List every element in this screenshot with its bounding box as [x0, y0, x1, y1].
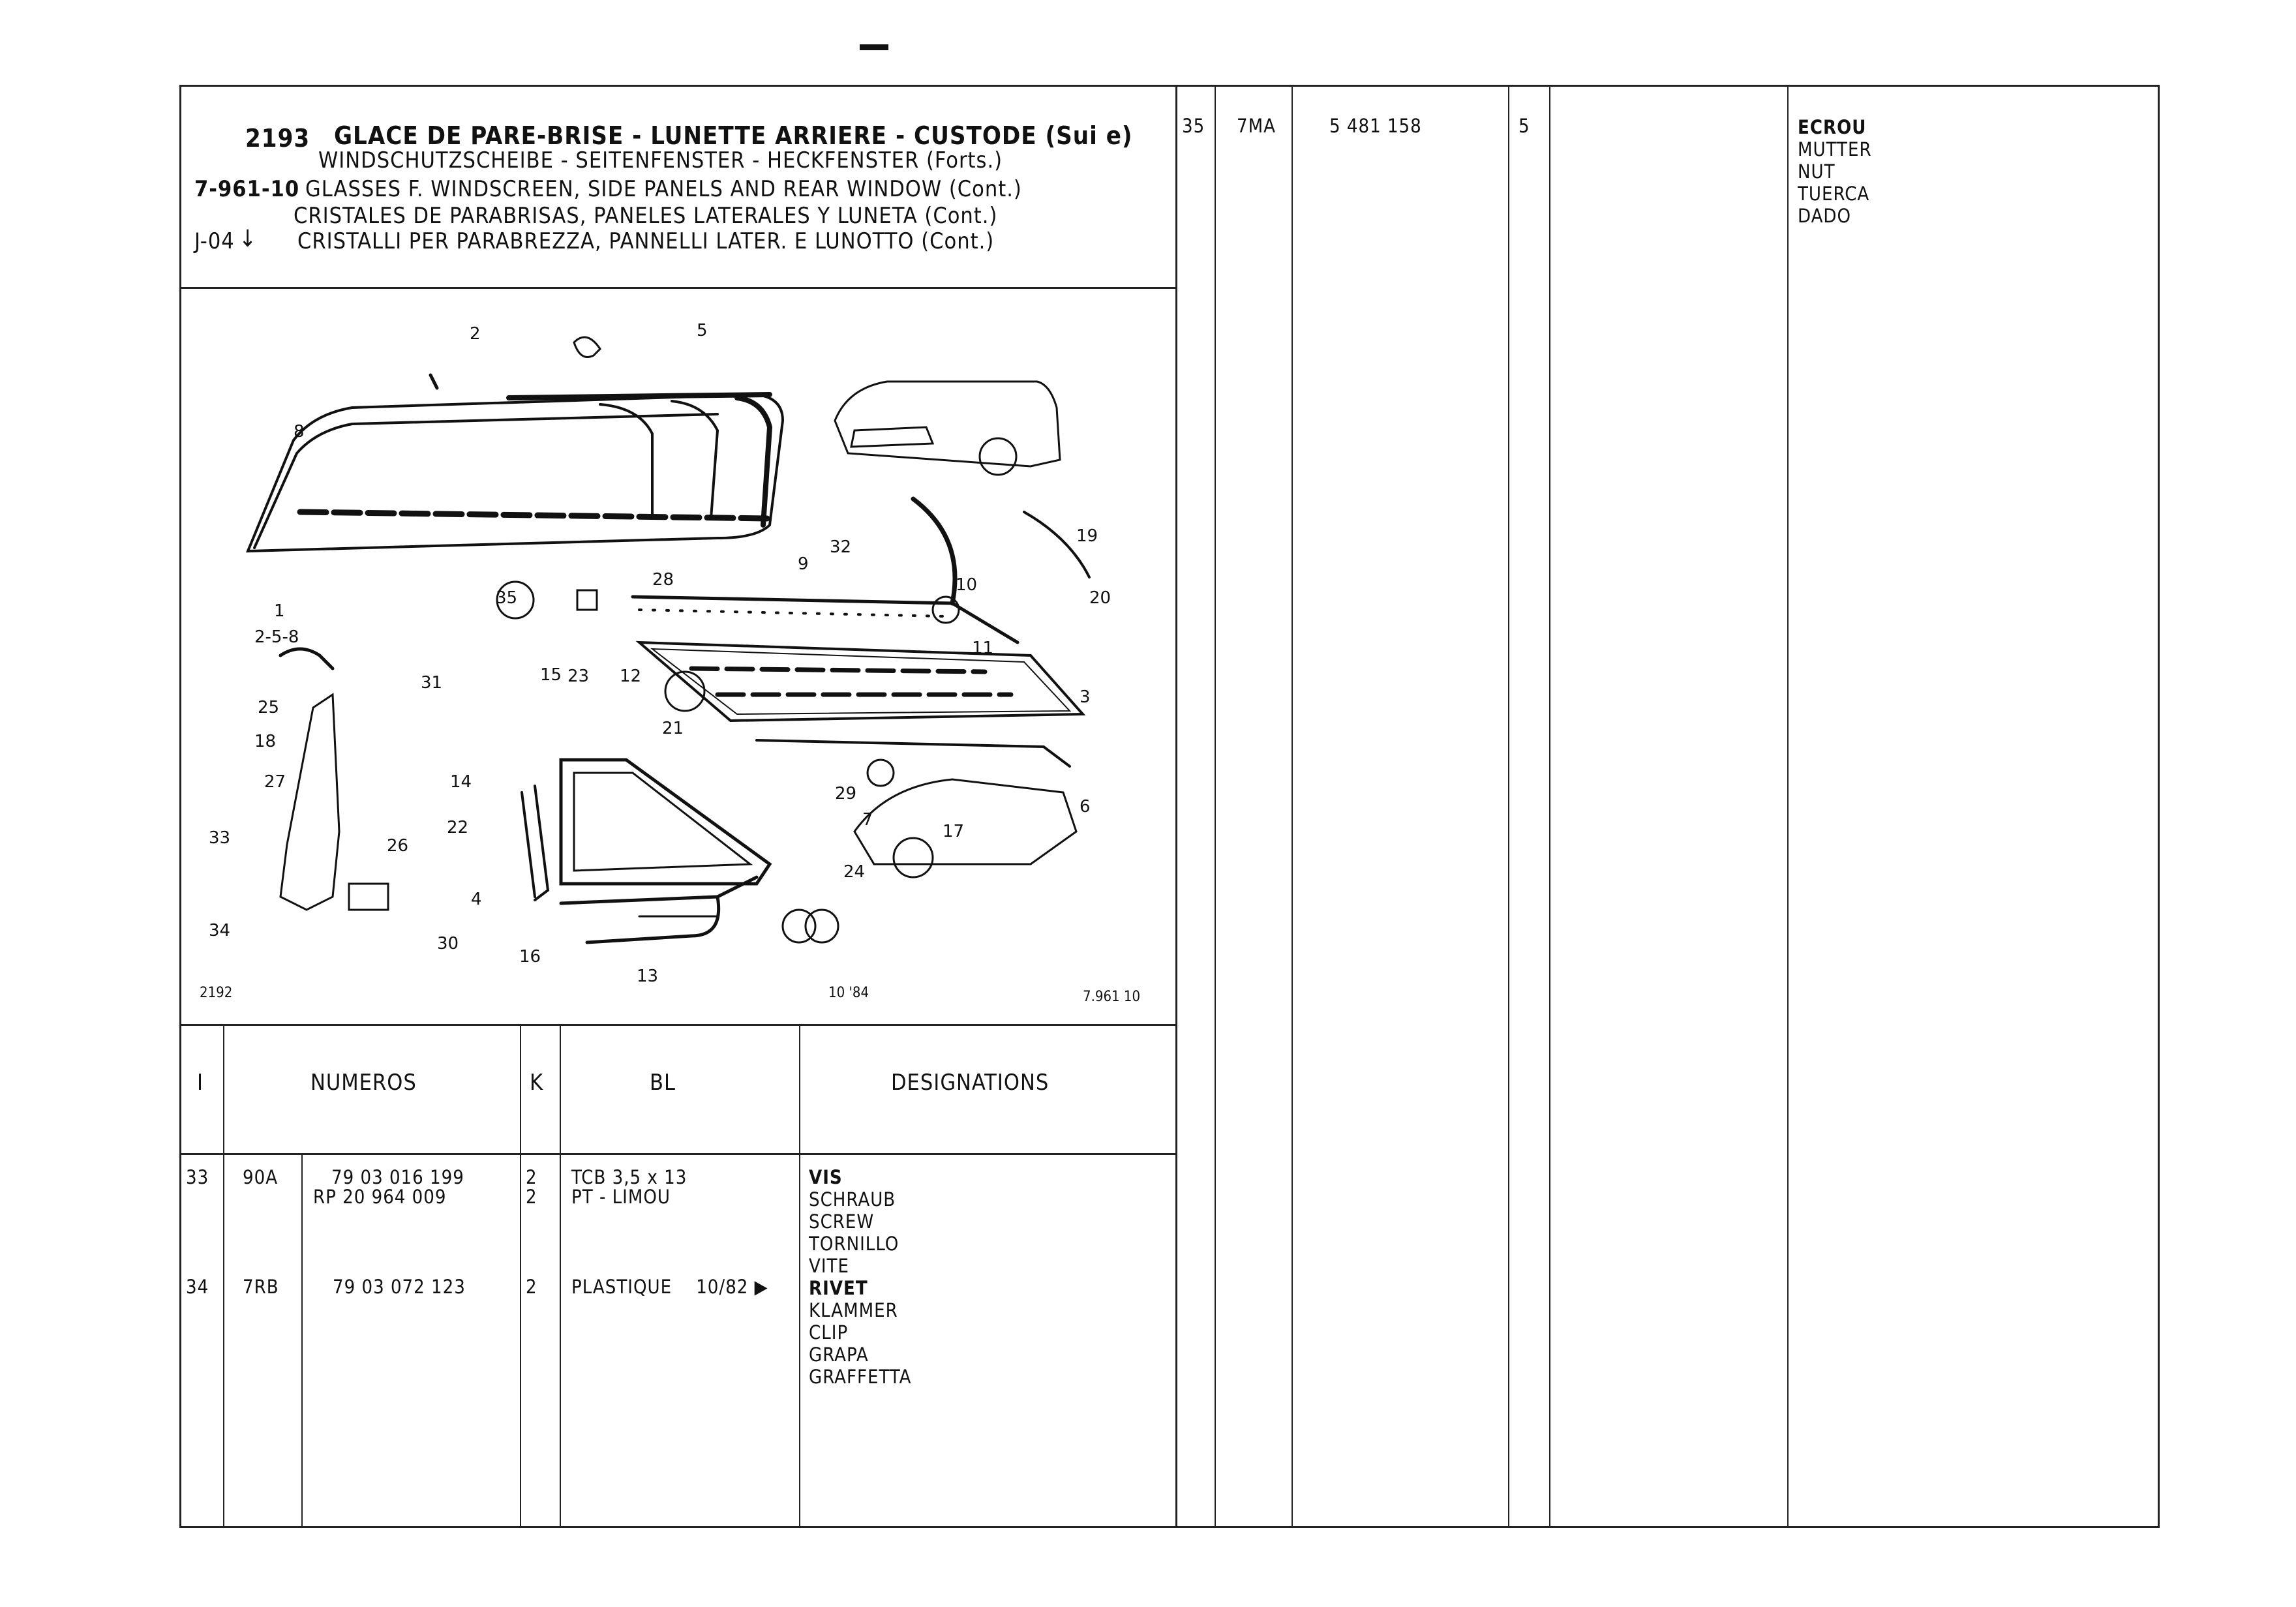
col-header-designations: DESIGNATIONS	[891, 1070, 1050, 1096]
callout-number: 5	[697, 321, 708, 340]
col-header-numeros: NUMEROS	[310, 1070, 417, 1096]
designation: VITE	[809, 1255, 849, 1277]
callout-number: 10	[956, 575, 978, 595]
group-label-top: 1	[274, 601, 285, 621]
row-code: 7RB	[243, 1276, 279, 1298]
col-header-bl: BL	[650, 1070, 676, 1096]
col-line-code	[301, 1154, 303, 1528]
callout-number: 22	[447, 818, 469, 837]
callout-number: 19	[1076, 526, 1098, 546]
callout-number: 25	[258, 698, 280, 717]
car-front-sketch	[835, 382, 1060, 466]
row-index: 33	[186, 1166, 209, 1188]
row-k: 2	[526, 1276, 537, 1298]
callout-number: 12	[620, 667, 642, 686]
group-label-bottom: 2-5-8	[254, 627, 299, 647]
callout-number: 2	[470, 324, 481, 344]
callout-number: 6	[1080, 797, 1091, 817]
designation: SCREW	[809, 1210, 875, 1233]
windscreen-glass	[248, 395, 783, 551]
callout-number: 3	[1080, 687, 1091, 707]
callout-number: 4	[471, 890, 482, 909]
callout-number: 16	[519, 947, 541, 967]
callout-number: 23	[567, 667, 590, 686]
designation: ECROU	[1798, 116, 1867, 138]
callout-number: 26	[387, 836, 409, 856]
header-ref: 7-961-10	[194, 176, 300, 202]
col-header-i: I	[197, 1070, 204, 1096]
down-arrow-icon: ↓	[239, 226, 257, 252]
callout-number: 32	[830, 537, 852, 557]
designation: NUT	[1798, 160, 1835, 183]
callout-number: 9	[798, 554, 809, 574]
callout-number: 20	[1089, 588, 1111, 608]
diagram-divider	[179, 1024, 1177, 1026]
callout-number: 28	[652, 570, 674, 590]
right-col-line-1	[1215, 85, 1216, 1528]
page-frame-top	[179, 85, 2160, 87]
row-index: 35	[1182, 115, 1205, 137]
callout-number: 21	[662, 719, 684, 738]
callout-number: 27	[264, 772, 286, 792]
right-col-line-4	[1549, 85, 1550, 1528]
right-col-line-2	[1292, 85, 1293, 1528]
header-title-en: GLASSES F. WINDSCREEN, SIDE PANELS AND REAR WINDOW (Cont.)	[305, 176, 1022, 202]
page-frame-right	[2158, 85, 2160, 1528]
callout-number: 15	[540, 665, 562, 685]
callout-number: 31	[421, 673, 443, 693]
designation: TUERCA	[1798, 183, 1870, 205]
register-mark	[860, 44, 888, 50]
callout-number: 8	[294, 422, 305, 442]
header-title-es: CRISTALES DE PARABRISAS, PANELES LATERALES Y LUNETA (Cont.)	[294, 203, 998, 229]
row-index: 34	[186, 1276, 209, 1298]
exploded-parts-diagram	[183, 290, 1174, 1022]
left-pane-right-border	[1175, 85, 1177, 1528]
right-col-line-3	[1508, 85, 1509, 1528]
designation: CLIP	[809, 1321, 849, 1344]
callout-number: 30	[437, 934, 459, 954]
row-bl: TCB 3,5 x 13	[571, 1166, 687, 1188]
pillar-trim	[280, 695, 339, 910]
callout-number: 18	[254, 732, 277, 751]
designation: SCHRAUB	[809, 1188, 896, 1210]
designation: VIS	[809, 1166, 843, 1188]
header-title-de: WINDSCHUTZSCHEIBE - SEITENFENSTER - HECKFENSTER (Forts.)	[318, 147, 1003, 173]
row-bl: PLASTIQUE 10/82 ▶	[571, 1276, 768, 1298]
callout-number: 13	[637, 967, 659, 986]
header-divider	[179, 287, 1177, 289]
designation: GRAPA	[809, 1344, 869, 1366]
designation: DADO	[1798, 205, 1852, 227]
col-header-k: K	[530, 1070, 544, 1096]
row-k: 2	[526, 1186, 537, 1208]
designation: GRAFFETTA	[809, 1366, 912, 1388]
car-rear-sketch	[854, 779, 1076, 864]
col-line-k	[560, 1024, 561, 1528]
callout-number: 17	[943, 822, 965, 841]
row-code: 90A	[243, 1166, 279, 1188]
page-frame-left	[179, 85, 181, 1528]
header-title-it: CRISTALLI PER PARABREZZA, PANNELLI LATER. E LUNOTTO (Cont.)	[297, 228, 995, 254]
row-code: 7MA	[1237, 115, 1276, 137]
row-k: 5	[1518, 115, 1530, 137]
diagram-footer-left: 2192	[200, 985, 233, 1001]
row-bl: PT - LIMOU	[571, 1186, 671, 1208]
col-line-bl	[799, 1024, 800, 1528]
page-frame-bottom	[179, 1526, 2160, 1528]
part-number: 5 481 158	[1329, 115, 1422, 137]
col-line-numeros	[520, 1024, 521, 1528]
designation: MUTTER	[1798, 138, 1872, 160]
part-number: RP 20 964 009	[313, 1186, 447, 1208]
header-title-fr: GLACE DE PARE-BRISE - LUNETTE ARRIERE - CUSTODE (Sui e)	[334, 121, 1133, 150]
part-number: 79 03 016 199	[331, 1166, 464, 1188]
part-number: 79 03 072 123	[333, 1276, 466, 1298]
callout-number: 7	[862, 810, 873, 830]
designation: KLAMMER	[809, 1299, 898, 1321]
designation: RIVET	[809, 1277, 868, 1299]
callout-number: 24	[843, 862, 866, 882]
row-k: 2	[526, 1166, 537, 1188]
callout-number: 34	[209, 921, 231, 940]
diagram-footer-right: 7.961 10	[1083, 989, 1141, 1005]
header-code: 2193	[245, 124, 310, 153]
col-line-i	[223, 1024, 224, 1528]
designation: TORNILLO	[809, 1233, 899, 1255]
diagram-footer-mid: 10 '84	[828, 985, 869, 1001]
right-col-line-5	[1787, 85, 1789, 1528]
callout-number: 29	[835, 784, 857, 804]
callout-number: 33	[209, 828, 231, 848]
callout-number: 35	[496, 588, 518, 608]
header-model: J-04	[194, 228, 235, 254]
callout-number: 14	[450, 772, 472, 792]
table-header-divider	[179, 1153, 1177, 1155]
rear-window-glass	[639, 642, 1083, 721]
callout-number: 11	[972, 638, 994, 658]
